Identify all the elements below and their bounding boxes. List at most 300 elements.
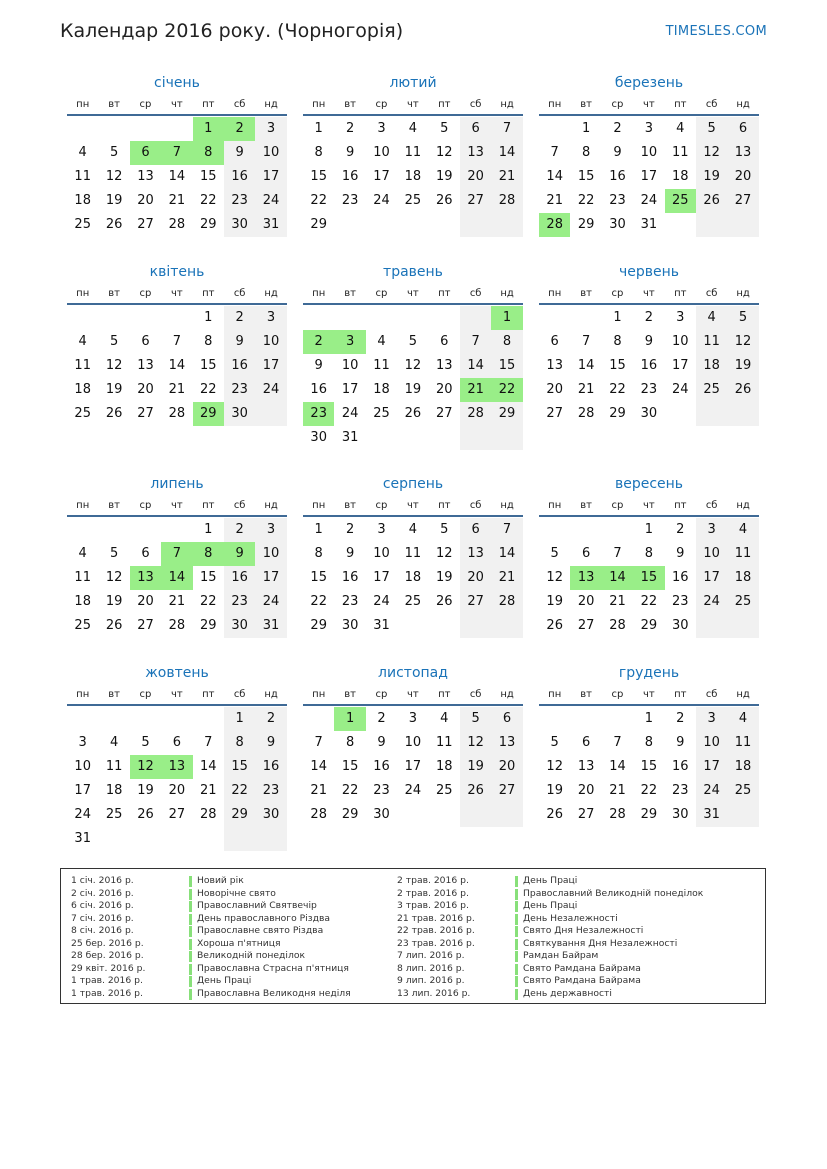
day-cell[interactable]: 26 (435, 594, 453, 609)
day-cell[interactable]: 14 (546, 169, 563, 184)
day-cell[interactable]: 22 (609, 382, 626, 397)
day-cell[interactable]: 25 (74, 217, 91, 232)
day-cell[interactable]: 22 (199, 594, 217, 609)
day-cell[interactable]: 24 (404, 783, 422, 798)
day-cell[interactable]: 9 (377, 735, 386, 750)
day-cell[interactable]: 3 (255, 117, 286, 141)
day-cell[interactable]: 1 (204, 522, 213, 537)
day-cell[interactable]: 15 (199, 570, 217, 585)
day-cell[interactable]: 28 (168, 406, 186, 421)
day-cell[interactable]: 29 (640, 807, 658, 822)
day-cell[interactable]: 24 (373, 594, 390, 609)
holiday-day[interactable]: 12 (130, 755, 161, 779)
day-cell[interactable]: 12 (727, 330, 758, 354)
day-cell[interactable]: 1 (644, 522, 653, 537)
day-cell[interactable]: 26 (435, 193, 453, 208)
day-cell[interactable]: 28 (491, 590, 522, 614)
day-cell[interactable]: 15 (491, 354, 522, 378)
day-cell[interactable]: 10 (255, 330, 286, 354)
day-cell[interactable]: 24 (255, 189, 286, 213)
day-cell[interactable]: 18 (727, 755, 758, 779)
day-cell[interactable]: 15 (310, 169, 327, 184)
holiday-day[interactable]: 23 (303, 402, 334, 426)
day-cell[interactable]: 30 (255, 803, 286, 827)
day-cell[interactable]: 19 (460, 755, 491, 779)
day-cell[interactable]: 29 (341, 807, 359, 822)
day-cell[interactable]: 21 (609, 594, 626, 609)
day-cell[interactable]: 10 (255, 141, 286, 165)
day-cell[interactable]: 27 (168, 807, 186, 822)
day-cell[interactable]: 25 (105, 807, 123, 822)
day-cell[interactable]: 2 (644, 310, 653, 325)
day-cell[interactable]: 7 (172, 334, 181, 349)
day-cell[interactable]: 22 (577, 193, 595, 208)
day-cell[interactable]: 27 (727, 189, 758, 213)
holiday-day[interactable]: 29 (193, 402, 224, 426)
holiday-day[interactable]: 1 (491, 306, 522, 330)
day-cell[interactable]: 9 (644, 334, 653, 349)
day-cell[interactable]: 19 (727, 354, 758, 378)
day-cell[interactable]: 2 (676, 522, 685, 537)
day-cell[interactable]: 30 (224, 614, 255, 638)
day-cell[interactable]: 21 (168, 594, 186, 609)
day-cell[interactable]: 7 (581, 334, 591, 349)
day-cell[interactable]: 19 (105, 594, 123, 609)
day-cell[interactable]: 11 (435, 735, 453, 750)
day-cell[interactable]: 3 (255, 518, 286, 542)
day-cell[interactable]: 10 (255, 542, 286, 566)
day-cell[interactable]: 9 (224, 330, 255, 354)
day-cell[interactable]: 8 (204, 334, 213, 349)
day-cell[interactable]: 3 (696, 707, 727, 731)
day-cell[interactable]: 4 (440, 711, 449, 726)
day-cell[interactable]: 16 (671, 759, 689, 774)
day-cell[interactable]: 23 (671, 594, 689, 609)
day-cell[interactable]: 5 (408, 334, 417, 349)
day-cell[interactable]: 21 (168, 382, 186, 397)
day-cell[interactable]: 30 (671, 618, 689, 633)
holiday-day[interactable]: 1 (193, 117, 224, 141)
day-cell[interactable]: 13 (137, 169, 154, 184)
day-cell[interactable]: 11 (671, 145, 689, 160)
day-cell[interactable]: 8 (644, 735, 653, 750)
day-cell[interactable]: 18 (404, 169, 422, 184)
day-cell[interactable]: 5 (550, 735, 559, 750)
day-cell[interactable]: 13 (727, 141, 758, 165)
day-cell[interactable]: 25 (74, 618, 91, 633)
day-cell[interactable]: 9 (345, 546, 355, 561)
day-cell[interactable]: 9 (613, 145, 622, 160)
day-cell[interactable]: 15 (577, 169, 595, 184)
day-cell[interactable]: 20 (546, 382, 563, 397)
day-cell[interactable]: 17 (373, 570, 390, 585)
day-cell[interactable]: 5 (440, 121, 449, 136)
day-cell[interactable]: 4 (78, 145, 87, 160)
day-cell[interactable]: 13 (491, 731, 522, 755)
day-cell[interactable]: 8 (491, 330, 522, 354)
day-cell[interactable]: 5 (440, 522, 449, 537)
day-cell[interactable]: 1 (224, 707, 255, 731)
day-cell[interactable]: 1 (613, 310, 622, 325)
day-cell[interactable]: 23 (671, 783, 689, 798)
day-cell[interactable]: 14 (491, 542, 522, 566)
day-cell[interactable]: 6 (491, 707, 522, 731)
day-cell[interactable]: 9 (676, 735, 685, 750)
day-cell[interactable]: 27 (546, 406, 563, 421)
day-cell[interactable]: 19 (137, 783, 154, 798)
day-cell[interactable]: 19 (105, 193, 123, 208)
day-cell[interactable]: 15 (224, 755, 255, 779)
day-cell[interactable]: 8 (314, 145, 323, 160)
day-cell[interactable]: 26 (137, 807, 154, 822)
day-cell[interactable]: 10 (640, 145, 658, 160)
day-cell[interactable]: 25 (727, 779, 758, 803)
day-cell[interactable]: 10 (404, 735, 422, 750)
day-cell[interactable]: 29 (310, 618, 327, 633)
day-cell[interactable]: 20 (727, 165, 758, 189)
day-cell[interactable]: 20 (137, 382, 154, 397)
day-cell[interactable]: 5 (727, 306, 758, 330)
holiday-day[interactable]: 2 (224, 117, 255, 141)
day-cell[interactable]: 28 (609, 807, 626, 822)
day-cell[interactable]: 3 (78, 735, 87, 750)
day-cell[interactable]: 7 (460, 330, 491, 354)
day-cell[interactable]: 23 (255, 779, 286, 803)
day-cell[interactable]: 17 (640, 169, 658, 184)
day-cell[interactable]: 27 (491, 779, 522, 803)
day-cell[interactable]: 5 (550, 546, 559, 561)
day-cell[interactable]: 22 (310, 193, 327, 208)
day-cell[interactable]: 2 (345, 121, 355, 136)
day-cell[interactable]: 11 (696, 330, 727, 354)
day-cell[interactable]: 14 (199, 759, 217, 774)
day-cell[interactable]: 12 (105, 570, 123, 585)
day-cell[interactable]: 14 (609, 759, 626, 774)
day-cell[interactable]: 31 (696, 803, 727, 827)
day-cell[interactable]: 27 (435, 406, 453, 421)
day-cell[interactable]: 23 (224, 189, 255, 213)
day-cell[interactable]: 27 (137, 406, 154, 421)
day-cell[interactable]: 18 (671, 169, 689, 184)
day-cell[interactable]: 26 (105, 217, 123, 232)
day-cell[interactable]: 5 (141, 735, 150, 750)
day-cell[interactable]: 25 (373, 406, 390, 421)
day-cell[interactable]: 13 (460, 542, 491, 566)
day-cell[interactable]: 27 (137, 217, 154, 232)
day-cell[interactable]: 10 (373, 145, 390, 160)
day-cell[interactable]: 4 (727, 707, 758, 731)
day-cell[interactable]: 17 (255, 165, 286, 189)
day-cell[interactable]: 5 (696, 117, 727, 141)
day-cell[interactable]: 4 (727, 518, 758, 542)
day-cell[interactable]: 6 (550, 334, 559, 349)
day-cell[interactable]: 25 (404, 193, 422, 208)
day-cell[interactable]: 29 (310, 217, 327, 232)
day-cell[interactable]: 26 (546, 618, 563, 633)
day-cell[interactable]: 18 (696, 354, 727, 378)
day-cell[interactable]: 1 (581, 121, 591, 136)
day-cell[interactable]: 7 (491, 117, 522, 141)
day-cell[interactable]: 31 (373, 618, 390, 633)
day-cell[interactable]: 29 (199, 217, 217, 232)
day-cell[interactable]: 15 (199, 169, 217, 184)
day-cell[interactable]: 17 (373, 169, 390, 184)
day-cell[interactable]: 6 (172, 735, 181, 750)
day-cell[interactable]: 28 (577, 406, 595, 421)
day-cell[interactable]: 11 (404, 145, 422, 160)
day-cell[interactable]: 13 (435, 358, 453, 373)
day-cell[interactable]: 1 (314, 121, 323, 136)
day-cell[interactable]: 23 (373, 783, 390, 798)
day-cell[interactable]: 20 (137, 193, 154, 208)
day-cell[interactable]: 6 (141, 334, 150, 349)
day-cell[interactable]: 11 (74, 570, 91, 585)
day-cell[interactable]: 25 (727, 590, 758, 614)
day-cell[interactable]: 20 (168, 783, 186, 798)
holiday-day[interactable]: 9 (224, 542, 255, 566)
day-cell[interactable]: 27 (460, 590, 491, 614)
day-cell[interactable]: 27 (577, 618, 595, 633)
day-cell[interactable]: 22 (341, 783, 359, 798)
day-cell[interactable]: 14 (168, 169, 186, 184)
day-cell[interactable]: 26 (105, 406, 123, 421)
day-cell[interactable]: 18 (74, 382, 91, 397)
day-cell[interactable]: 24 (255, 590, 286, 614)
day-cell[interactable]: 16 (224, 354, 255, 378)
day-cell[interactable]: 17 (696, 566, 727, 590)
day-cell[interactable]: 10 (341, 358, 359, 373)
day-cell[interactable]: 13 (137, 358, 154, 373)
day-cell[interactable]: 18 (74, 594, 91, 609)
day-cell[interactable]: 20 (460, 566, 491, 590)
site-link[interactable]: TIMESLES.COM (665, 24, 767, 39)
day-cell[interactable]: 26 (105, 618, 123, 633)
day-cell[interactable]: 8 (581, 145, 591, 160)
day-cell[interactable]: 4 (408, 121, 417, 136)
day-cell[interactable]: 23 (224, 590, 255, 614)
day-cell[interactable]: 19 (435, 169, 453, 184)
day-cell[interactable]: 5 (109, 546, 119, 561)
day-cell[interactable]: 19 (435, 570, 453, 585)
day-cell[interactable]: 22 (224, 779, 255, 803)
day-cell[interactable]: 18 (435, 759, 453, 774)
day-cell[interactable]: 3 (644, 121, 653, 136)
day-cell[interactable]: 11 (74, 169, 91, 184)
day-cell[interactable]: 30 (341, 618, 359, 633)
day-cell[interactable]: 2 (676, 711, 685, 726)
day-cell[interactable]: 23 (341, 594, 359, 609)
holiday-day[interactable]: 7 (161, 542, 192, 566)
day-cell[interactable]: 29 (199, 618, 217, 633)
day-cell[interactable]: 24 (74, 807, 91, 822)
day-cell[interactable]: 24 (341, 406, 359, 421)
day-cell[interactable]: 12 (435, 546, 453, 561)
holiday-day[interactable]: 15 (633, 566, 664, 590)
day-cell[interactable]: 3 (377, 121, 386, 136)
day-cell[interactable]: 8 (224, 731, 255, 755)
day-cell[interactable]: 18 (727, 566, 758, 590)
day-cell[interactable]: 14 (460, 354, 491, 378)
holiday-day[interactable]: 7 (161, 141, 192, 165)
day-cell[interactable]: 26 (727, 378, 758, 402)
day-cell[interactable]: 7 (204, 735, 213, 750)
day-cell[interactable]: 28 (168, 618, 186, 633)
day-cell[interactable]: 16 (341, 169, 359, 184)
day-cell[interactable]: 15 (640, 759, 658, 774)
day-cell[interactable]: 9 (676, 546, 685, 561)
day-cell[interactable]: 22 (199, 382, 217, 397)
holiday-day[interactable]: 6 (130, 141, 161, 165)
day-cell[interactable]: 28 (168, 217, 186, 232)
day-cell[interactable]: 12 (460, 731, 491, 755)
day-cell[interactable]: 21 (491, 165, 522, 189)
day-cell[interactable]: 24 (696, 779, 727, 803)
day-cell[interactable]: 8 (644, 546, 653, 561)
day-cell[interactable]: 30 (671, 807, 689, 822)
day-cell[interactable]: 21 (168, 193, 186, 208)
day-cell[interactable]: 5 (460, 707, 491, 731)
day-cell[interactable]: 8 (314, 546, 323, 561)
day-cell[interactable]: 22 (199, 193, 217, 208)
day-cell[interactable]: 22 (310, 594, 327, 609)
holiday-day[interactable]: 8 (193, 542, 224, 566)
day-cell[interactable]: 21 (310, 783, 327, 798)
day-cell[interactable]: 24 (373, 193, 390, 208)
day-cell[interactable]: 31 (74, 831, 91, 846)
day-cell[interactable]: 23 (341, 193, 359, 208)
day-cell[interactable]: 11 (404, 546, 422, 561)
holiday-day[interactable]: 25 (665, 189, 696, 213)
day-cell[interactable]: 6 (460, 117, 491, 141)
day-cell[interactable]: 16 (341, 570, 359, 585)
holiday-day[interactable]: 2 (303, 330, 334, 354)
day-cell[interactable]: 10 (696, 542, 727, 566)
day-cell[interactable]: 3 (696, 518, 727, 542)
day-cell[interactable]: 30 (224, 402, 255, 426)
day-cell[interactable]: 25 (74, 406, 91, 421)
day-cell[interactable]: 29 (577, 217, 595, 232)
day-cell[interactable]: 3 (255, 306, 286, 330)
day-cell[interactable]: 20 (577, 783, 595, 798)
day-cell[interactable]: 16 (310, 382, 327, 397)
day-cell[interactable]: 9 (255, 731, 286, 755)
day-cell[interactable]: 6 (581, 546, 591, 561)
day-cell[interactable]: 26 (404, 406, 422, 421)
day-cell[interactable]: 21 (609, 783, 626, 798)
holiday-day[interactable]: 28 (539, 213, 570, 237)
day-cell[interactable]: 15 (341, 759, 359, 774)
day-cell[interactable]: 7 (550, 145, 559, 160)
day-cell[interactable]: 14 (168, 358, 186, 373)
day-cell[interactable]: 3 (676, 310, 685, 325)
day-cell[interactable]: 20 (435, 382, 453, 397)
day-cell[interactable]: 26 (696, 189, 727, 213)
day-cell[interactable]: 17 (671, 358, 689, 373)
day-cell[interactable]: 21 (546, 193, 563, 208)
day-cell[interactable]: 4 (109, 735, 119, 750)
day-cell[interactable]: 21 (577, 382, 595, 397)
day-cell[interactable]: 10 (696, 731, 727, 755)
day-cell[interactable]: 4 (696, 306, 727, 330)
day-cell[interactable]: 16 (609, 169, 626, 184)
day-cell[interactable]: 25 (435, 783, 453, 798)
day-cell[interactable]: 28 (609, 618, 626, 633)
day-cell[interactable]: 1 (204, 310, 213, 325)
day-cell[interactable]: 13 (460, 141, 491, 165)
day-cell[interactable]: 6 (727, 117, 758, 141)
day-cell[interactable]: 7 (613, 546, 622, 561)
day-cell[interactable]: 30 (224, 213, 255, 237)
day-cell[interactable]: 28 (491, 189, 522, 213)
day-cell[interactable]: 28 (460, 402, 491, 426)
day-cell[interactable]: 17 (255, 566, 286, 590)
day-cell[interactable]: 13 (546, 358, 563, 373)
day-cell[interactable]: 25 (404, 594, 422, 609)
day-cell[interactable]: 24 (640, 193, 658, 208)
day-cell[interactable]: 10 (671, 334, 689, 349)
day-cell[interactable]: 20 (577, 594, 595, 609)
day-cell[interactable]: 18 (105, 783, 123, 798)
day-cell[interactable]: 15 (609, 358, 626, 373)
day-cell[interactable]: 29 (609, 406, 626, 421)
day-cell[interactable]: 12 (435, 145, 453, 160)
day-cell[interactable]: 2 (224, 518, 255, 542)
holiday-day[interactable]: 13 (161, 755, 192, 779)
day-cell[interactable]: 24 (255, 378, 286, 402)
day-cell[interactable]: 3 (408, 711, 417, 726)
day-cell[interactable]: 31 (255, 213, 286, 237)
day-cell[interactable]: 7 (613, 735, 622, 750)
day-cell[interactable]: 2 (255, 707, 286, 731)
day-cell[interactable]: 28 (310, 807, 327, 822)
day-cell[interactable]: 3 (377, 522, 386, 537)
day-cell[interactable]: 31 (640, 217, 658, 232)
day-cell[interactable]: 12 (696, 141, 727, 165)
holiday-day[interactable]: 14 (602, 566, 633, 590)
day-cell[interactable]: 7 (491, 518, 522, 542)
day-cell[interactable]: 1 (314, 522, 323, 537)
day-cell[interactable]: 19 (404, 382, 422, 397)
day-cell[interactable]: 4 (78, 546, 87, 561)
day-cell[interactable]: 2 (377, 711, 386, 726)
day-cell[interactable]: 27 (460, 189, 491, 213)
day-cell[interactable]: 25 (696, 378, 727, 402)
day-cell[interactable]: 10 (373, 546, 390, 561)
day-cell[interactable]: 19 (105, 382, 123, 397)
day-cell[interactable]: 14 (491, 141, 522, 165)
day-cell[interactable]: 8 (613, 334, 622, 349)
day-cell[interactable]: 17 (696, 755, 727, 779)
day-cell[interactable]: 11 (105, 759, 123, 774)
holiday-day[interactable]: 13 (570, 566, 601, 590)
day-cell[interactable]: 23 (224, 378, 255, 402)
day-cell[interactable]: 4 (676, 121, 685, 136)
day-cell[interactable]: 30 (373, 807, 390, 822)
day-cell[interactable]: 31 (341, 430, 359, 445)
day-cell[interactable]: 15 (199, 358, 217, 373)
day-cell[interactable]: 29 (491, 402, 522, 426)
day-cell[interactable]: 20 (491, 755, 522, 779)
day-cell[interactable]: 28 (199, 807, 217, 822)
day-cell[interactable]: 12 (105, 358, 123, 373)
day-cell[interactable]: 27 (137, 618, 154, 633)
day-cell[interactable]: 31 (255, 614, 286, 638)
day-cell[interactable]: 26 (546, 807, 563, 822)
day-cell[interactable]: 11 (74, 358, 91, 373)
day-cell[interactable]: 16 (224, 566, 255, 590)
day-cell[interactable]: 20 (137, 594, 154, 609)
day-cell[interactable]: 9 (314, 358, 323, 373)
